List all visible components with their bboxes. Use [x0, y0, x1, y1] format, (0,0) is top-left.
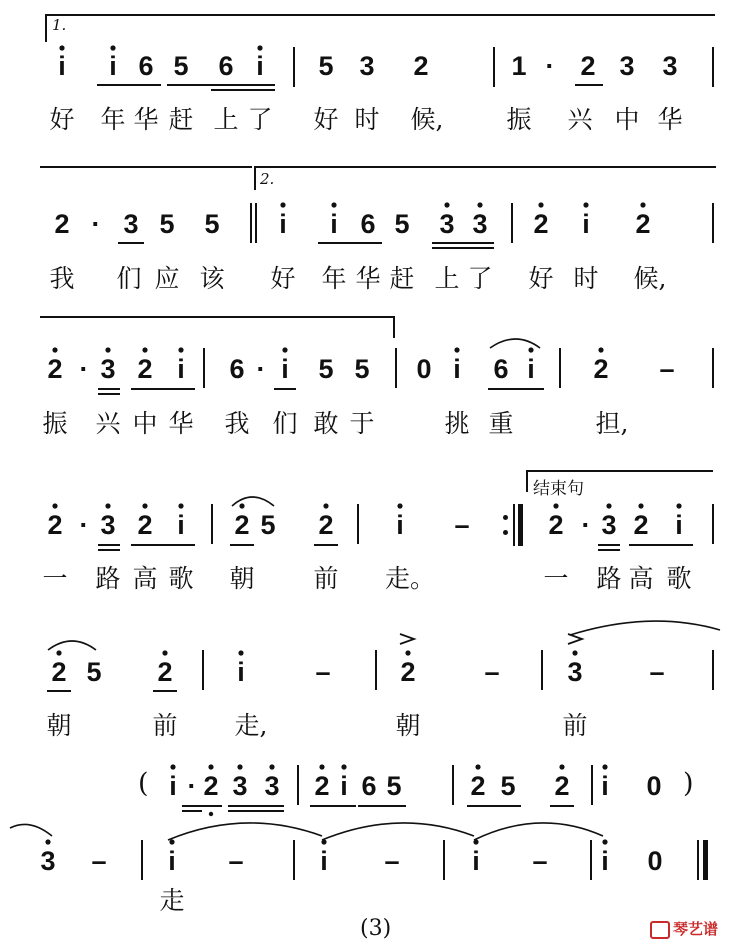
lyric-char: 了 — [467, 264, 493, 293]
note: 2 — [47, 510, 63, 540]
note: – — [649, 657, 665, 687]
note: 2 — [470, 771, 486, 801]
page-number: (3) — [360, 916, 392, 941]
barline — [712, 348, 714, 388]
note: 3 — [232, 771, 248, 801]
note: 3 — [123, 209, 139, 239]
note: i — [453, 354, 461, 384]
note: 3 — [40, 846, 56, 876]
barline — [712, 504, 714, 544]
barline — [712, 650, 714, 690]
underline — [432, 247, 494, 249]
note: 3 — [472, 209, 488, 239]
barline — [443, 840, 445, 880]
notes-line-2 — [0, 208, 749, 258]
lyric-char: 中 — [614, 105, 640, 134]
note: i — [168, 846, 176, 876]
note: 5 — [394, 209, 410, 239]
underline — [228, 805, 284, 807]
accent-marks — [400, 634, 582, 644]
underline — [228, 810, 284, 812]
lyric-char: 中 — [132, 409, 158, 438]
underline — [182, 805, 222, 807]
barline — [141, 840, 143, 880]
barline — [293, 840, 295, 880]
lyrics-line-4 — [0, 564, 749, 604]
note: 2 — [533, 209, 549, 239]
underline — [98, 388, 120, 390]
ending-line — [526, 470, 713, 472]
note: i — [58, 51, 66, 81]
site-watermark — [650, 918, 718, 939]
lyric-char: 我 — [224, 409, 250, 438]
underline — [467, 805, 521, 807]
note: 2 — [314, 771, 330, 801]
note: · — [79, 510, 89, 540]
lyric-char: 华 — [355, 264, 381, 293]
note: i — [472, 846, 480, 876]
lyric-char: 上 — [434, 264, 460, 293]
lyric-char: 歌 — [666, 564, 692, 593]
note: 5 — [318, 354, 334, 384]
note: i — [177, 510, 185, 540]
lyric-char: 振 — [506, 105, 532, 134]
note: · — [545, 51, 555, 81]
note: 3 — [359, 51, 375, 81]
barline — [375, 650, 377, 690]
underline — [629, 544, 693, 546]
volta-first-end-line — [40, 166, 252, 168]
note: 0 — [647, 846, 663, 876]
lyric-char: 一 — [543, 564, 569, 593]
lyric-char: 应 — [154, 264, 180, 293]
note: 2 — [318, 510, 334, 540]
note: · — [256, 354, 266, 384]
note: 5 — [260, 510, 276, 540]
underline — [47, 690, 71, 692]
note: 3 — [264, 771, 280, 801]
lyric-char: 挑 — [444, 409, 470, 438]
note: 2 — [47, 354, 63, 384]
lyric-char: 时 — [573, 264, 599, 293]
lyric-char: 年 — [100, 105, 126, 134]
underline — [598, 549, 620, 551]
note: i — [320, 846, 328, 876]
notes-line-6 — [0, 770, 749, 820]
paren-close: ) — [683, 768, 694, 799]
underline — [131, 388, 195, 390]
lyrics-line-1 — [0, 105, 749, 145]
lyric-char: 高 — [628, 564, 654, 593]
underline — [310, 805, 356, 807]
note: i — [396, 510, 404, 540]
note: 2 — [137, 510, 153, 540]
note: 2 — [203, 771, 219, 801]
note: i — [109, 51, 117, 81]
note: · — [91, 209, 101, 239]
lyric-char: 赶 — [389, 264, 415, 293]
note: 3 — [439, 209, 455, 239]
note: i — [601, 771, 609, 801]
lyric-char: 候, — [410, 105, 444, 134]
underline — [211, 89, 275, 91]
note: 5 — [386, 771, 402, 801]
barline — [591, 765, 593, 805]
lyric-char: 们 — [116, 264, 142, 293]
underline — [98, 393, 120, 395]
note: 5 — [500, 771, 516, 801]
lyric-char: 前 — [152, 711, 178, 740]
lyric-char: 好 — [313, 105, 339, 134]
lyric-char: 好 — [528, 264, 554, 293]
underline — [598, 544, 620, 546]
underline — [98, 544, 120, 546]
lyric-char: 兴 — [567, 105, 593, 134]
lyric-char: 我 — [49, 264, 75, 293]
note: · — [581, 510, 591, 540]
note: 2 — [580, 51, 596, 81]
note: i — [237, 657, 245, 687]
note: 6 — [218, 51, 234, 81]
paren-open: ( — [138, 768, 149, 799]
note: i — [330, 209, 338, 239]
note: 0 — [416, 354, 432, 384]
barline — [293, 47, 295, 87]
note: 2 — [234, 510, 250, 540]
lyric-char: 朝 — [229, 564, 255, 593]
lyric-char: 华 — [168, 409, 194, 438]
repeat-end-thick-barline — [518, 504, 523, 546]
volta-second-end-bracket — [393, 316, 395, 338]
underline — [182, 810, 202, 812]
note: – — [454, 510, 470, 540]
note: – — [659, 354, 675, 384]
note: 5 — [173, 51, 189, 81]
note: 1 — [511, 51, 527, 81]
note: i — [256, 51, 264, 81]
notes-line-3 — [0, 353, 749, 403]
lyric-char: 赶 — [168, 105, 194, 134]
note: 3 — [662, 51, 678, 81]
volta-second-line — [254, 166, 716, 168]
note: i — [582, 209, 590, 239]
note: 3 — [619, 51, 635, 81]
notes-line-1 — [0, 50, 749, 100]
barline — [513, 504, 515, 546]
underline — [230, 544, 254, 546]
lyric-char: 于 — [349, 409, 375, 438]
barline — [712, 203, 714, 243]
note: 3 — [601, 510, 617, 540]
barline — [250, 203, 252, 243]
note: i — [177, 354, 185, 384]
lyrics-line-2 — [0, 264, 749, 304]
underline — [167, 84, 275, 86]
underline — [131, 544, 195, 546]
underline — [118, 242, 144, 244]
note: 2 — [554, 771, 570, 801]
note: i — [340, 771, 348, 801]
note: – — [532, 846, 548, 876]
barline — [203, 348, 205, 388]
barline — [511, 203, 513, 243]
underline — [575, 84, 603, 86]
note: 2 — [51, 657, 67, 687]
barline — [712, 47, 714, 87]
barline — [590, 840, 592, 880]
note: i — [169, 771, 177, 801]
note: 0 — [646, 771, 662, 801]
lyric-char: 歌 — [168, 564, 194, 593]
lyric-char: 兴 — [95, 409, 121, 438]
lyric-char: 走 — [159, 886, 185, 915]
lyric-char: 路 — [95, 564, 121, 593]
lyric-char: 时 — [354, 105, 380, 134]
note: 2 — [157, 657, 173, 687]
volta-second-end-line — [40, 316, 394, 318]
note: 2 — [54, 209, 70, 239]
lyric-char: 该 — [199, 264, 225, 293]
lyric-char: 前 — [313, 564, 339, 593]
ending-label: 结束句 — [533, 479, 584, 499]
logo-icon — [650, 921, 670, 939]
lyrics-line-3 — [0, 409, 749, 449]
lyric-char: 朝 — [395, 711, 421, 740]
underline — [432, 242, 494, 244]
underline — [358, 805, 406, 807]
barline — [395, 348, 397, 388]
volta-first-bracket — [45, 14, 47, 42]
note: i — [527, 354, 535, 384]
note: i — [675, 510, 683, 540]
lyric-char: 华 — [657, 105, 683, 134]
lyric-char: 们 — [272, 409, 298, 438]
lyric-char: 好 — [270, 264, 296, 293]
underline — [314, 544, 338, 546]
note: 3 — [100, 510, 116, 540]
barline — [255, 203, 257, 243]
repeat-dot — [503, 530, 508, 535]
barline — [493, 47, 495, 87]
note: 2 — [548, 510, 564, 540]
note: 5 — [318, 51, 334, 81]
underline — [274, 388, 296, 390]
watermark-text: 琴艺谱 — [673, 920, 719, 938]
barline — [559, 348, 561, 388]
ending-bracket — [526, 470, 528, 492]
underline — [550, 805, 574, 807]
lyric-char: 华 — [133, 105, 159, 134]
lyric-char: 走, — [234, 711, 268, 740]
underline — [153, 690, 177, 692]
note: 6 — [229, 354, 245, 384]
note: – — [384, 846, 400, 876]
underline — [488, 388, 544, 390]
barline — [297, 765, 299, 805]
volta-second-bracket — [254, 166, 256, 190]
note: – — [91, 846, 107, 876]
note: 6 — [360, 209, 376, 239]
barline — [357, 504, 359, 544]
volta-first-label: 1. — [52, 16, 67, 34]
note: 6 — [361, 771, 377, 801]
note: 3 — [100, 354, 116, 384]
underline — [97, 84, 161, 86]
lyric-char: 敢 — [313, 409, 339, 438]
lyric-char: 重 — [488, 409, 514, 438]
barline — [452, 765, 454, 805]
lyric-char: 走。 — [384, 564, 436, 593]
note: – — [484, 657, 500, 687]
volta-first-line — [45, 14, 715, 16]
note: – — [228, 846, 244, 876]
lyric-char: 了 — [247, 105, 273, 134]
note: 3 — [567, 657, 583, 687]
volta-second-label: 2. — [260, 170, 275, 188]
note: 6 — [493, 354, 509, 384]
repeat-dot — [503, 515, 508, 520]
note: 2 — [413, 51, 429, 81]
lyric-char: 高 — [132, 564, 158, 593]
note: 2 — [400, 657, 416, 687]
lyric-char: 路 — [596, 564, 622, 593]
lyric-char: 候, — [633, 264, 667, 293]
final-barline-thick — [703, 840, 708, 880]
note: · — [187, 771, 197, 801]
lyric-char: 一 — [42, 564, 68, 593]
note: i — [281, 354, 289, 384]
lyric-char: 年 — [321, 264, 347, 293]
barline — [541, 650, 543, 690]
note: 2 — [593, 354, 609, 384]
note: 2 — [635, 209, 651, 239]
lyric-char: 朝 — [46, 711, 72, 740]
notes-line-4 — [0, 509, 749, 559]
note: 5 — [159, 209, 175, 239]
lyric-char: 振 — [42, 409, 68, 438]
note: · — [79, 354, 89, 384]
note: – — [315, 657, 331, 687]
barline — [211, 504, 213, 544]
underline — [98, 549, 120, 551]
final-barline-thin — [697, 840, 699, 880]
note: 2 — [633, 510, 649, 540]
lyric-char: 好 — [49, 105, 75, 134]
note: 5 — [86, 657, 102, 687]
note: 2 — [137, 354, 153, 384]
lyric-char: 担, — [595, 409, 629, 438]
lyrics-line-5 — [0, 711, 749, 751]
barline — [202, 650, 204, 690]
note: 5 — [204, 209, 220, 239]
lyric-char: 上 — [213, 105, 239, 134]
underline — [318, 242, 382, 244]
note: i — [601, 846, 609, 876]
note: 6 — [138, 51, 154, 81]
note: i — [279, 209, 287, 239]
lyric-char: 前 — [562, 711, 588, 740]
note: 5 — [354, 354, 370, 384]
